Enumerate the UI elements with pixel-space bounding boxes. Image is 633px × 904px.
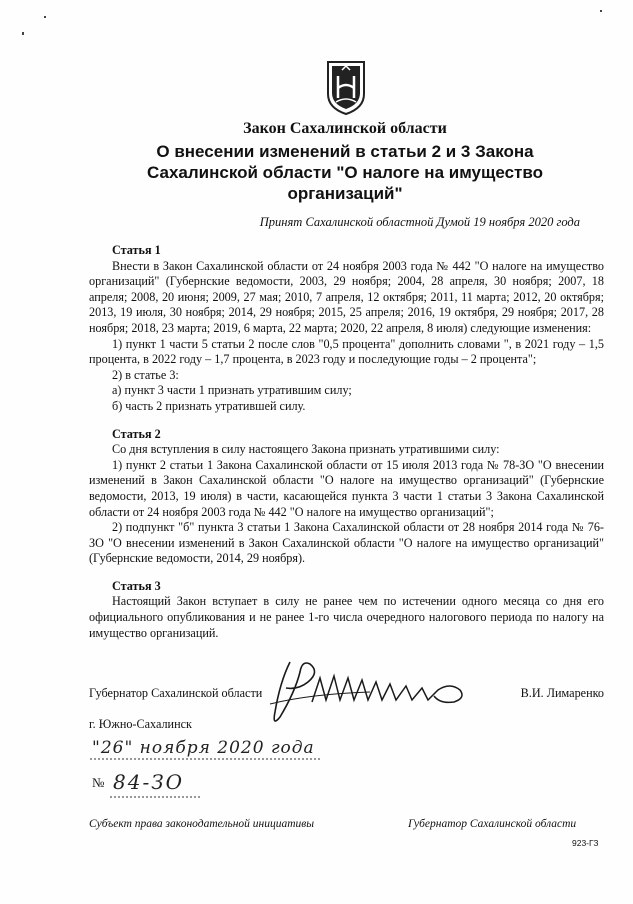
article-paragraph: 1) пункт 2 статьи 1 Закона Сахалинской области от 15 июля 2013 года № 78-ЗО "О внесении изменений в Закон Сахалинской области "О налоге на имущество организаций" (Губернские ведомости, 2013, 19 июля) в части, касающейся пункта 3 части 1 статьи 3 Закона Сахалинской области от 24 ноября 2003 года № 442 "О налоге на имущество организаций"; [89,457,604,519]
scan-speck [600,10,602,12]
law-body [89,243,604,641]
date-underline [90,756,320,762]
number-label: № [92,775,105,790]
scan-speck [22,32,24,35]
adoption-note: Принят Сахалинской областной Думой 19 ноября 2020 года [259,215,580,229]
article-paragraph: 2) в статье 3: [112,367,179,382]
article-paragraph: Внести в Закон Сахалинской области от 24 ноября 2003 года № 442 "О налоге на имущество организаций" (Губернские ведомости, 2003, 29 ноября; 2004, 28 апреля, 30 ноября; 2007, 18 апреля; 2008, 20 июня; 2009, 27 мая; 2010, 7 апреля, 12 октября; 2011, 11 марта; 2012, 20 октября; 2013, 19 июля, 30 ноября; 2014, 29 ноября; 2015, 25 апреля; 2016, 19 октября, 29 ноября; 2017, 28 ноября; 2018, 23 марта; 2019, 6 марта, 22 марта; 2020, 22 апреля, 8 июля) следующие изменения: [89,258,604,335]
handwritten-number: 84-ЗО [113,770,185,794]
article-heading: Статья 2 [112,426,161,441]
handwritten-date: "26" ноября 2020 года [92,738,315,758]
law-subtitle-line: Сахалинской области "О налоге на имущество [147,163,543,182]
article-paragraph: Со дня вступления в силу настоящего Закона признать утратившими силу: [112,442,500,457]
law-title: Закон Сахалинской области [243,120,447,137]
law-subtitle [120,141,570,204]
article-paragraph: б) часть 2 признать утратившей силу. [112,398,306,413]
governor-name: В.И. Лимаренко [520,686,604,700]
article-heading: Статья 1 [112,243,161,257]
article-heading: Статья 3 [112,578,161,593]
article-paragraph: а) пункт 3 части 1 признать утратившим силу; [112,383,352,398]
governor-signature [250,642,500,732]
footer-governor: Губернатор Сахалинской области [408,818,577,830]
governor-label: Губернатор Сахалинской области [89,686,263,700]
law-subtitle-line: организаций" [287,184,403,203]
article-paragraph: 1) пункт 1 части 5 статьи 2 после слов "0,5 процента" дополнить словами ", в 2021 году – 1,5 процента, в 2022 году – 1,7 процента, в 2023 году и последующие годы – 2 процента"; [89,336,604,367]
number-underline [110,794,200,800]
article-paragraph: Настоящий Закон вступает в силу не ранее чем по истечении одного месяца со дня его официального опубликования и не ранее 1-го числа очередного налогового периода по налогу на имущество организаций. [89,594,604,640]
coat-of-arms-icon [324,58,368,116]
law-subtitle-line: О внесении изменений в статьи 2 и 3 Закона [156,142,534,161]
city: г. Южно-Сахалинск [89,717,192,731]
article-paragraph: 2) подпункт "б" пункта 3 статьи 1 Закона Сахалинской области от 28 ноября 2014 года № 76-ЗО "О внесении изменений в Закон Сахалинской области "О налоге на имущество организаций" (Губернские ведомости, 2014, 29 ноября). [89,520,604,566]
footer-initiative-subject: Субъект права законодательной инициативы [89,818,315,830]
scan-speck [44,16,46,18]
document-code: 923-ГЗ [572,838,599,848]
